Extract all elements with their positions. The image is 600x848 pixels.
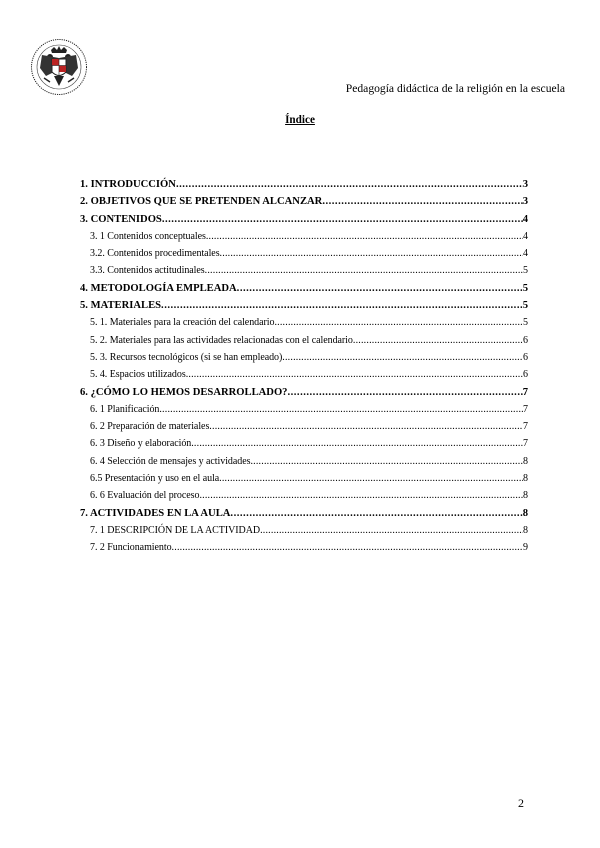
toc-entry[interactable]	[80, 214, 528, 231]
toc-entry-title: 3. 1 Contenidos conceptuales	[90, 230, 206, 242]
toc-dot-leader	[250, 456, 523, 467]
toc-entry-page: 6	[523, 369, 528, 381]
toc-title: Índice	[285, 114, 315, 126]
toc-entry-title: 6.5 Presentación y uso en el aula	[90, 473, 220, 485]
toc-entry-page: 5	[522, 282, 528, 294]
toc-entry-title: 7. 2 Funcionamiento	[90, 542, 172, 554]
toc-dot-leader	[209, 421, 523, 432]
toc-entry-title: 6. 2 Preparación de materiales	[90, 421, 210, 433]
toc-entry-page: 6	[523, 351, 528, 363]
toc-dot-leader	[274, 317, 523, 328]
toc-entry-title: 6. 1 Planificación	[90, 403, 160, 415]
toc-dot-leader	[287, 387, 522, 398]
toc-entry-title: 5. MATERIALES	[80, 300, 162, 312]
toc-entry-title: 5. 4. Espacios utilizados	[90, 369, 186, 381]
toc-entry-page: 3	[522, 196, 528, 208]
toc-entry[interactable]	[80, 369, 528, 386]
toc-entry-title: 6. ¿CÓMO LO HEMOS DESARROLLADO?	[80, 386, 288, 398]
toc-dot-leader	[176, 179, 523, 190]
table-of-contents	[80, 179, 528, 560]
toc-entry-page: 8	[523, 473, 528, 485]
toc-entry-page: 5	[523, 317, 528, 329]
toc-entry[interactable]	[80, 352, 528, 369]
university-crest-icon	[30, 38, 88, 96]
toc-entry-page: 5	[523, 265, 528, 277]
toc-entry-title: 5. 2. Materiales para las actividades relacionadas con el calendario	[90, 334, 353, 346]
toc-entry-page: 8	[523, 490, 528, 502]
toc-dot-leader	[205, 265, 523, 276]
toc-dot-leader	[282, 352, 523, 363]
toc-entry[interactable]	[80, 283, 528, 300]
toc-entry-title: 3.2. Contenidos procedimentales	[90, 248, 220, 260]
toc-entry[interactable]	[80, 508, 528, 525]
toc-entry-page: 7	[523, 421, 528, 433]
toc-entry-title: 5. 3. Recursos tecnológicos (si se han empleado)	[90, 351, 283, 363]
toc-entry[interactable]	[80, 265, 528, 282]
toc-dot-leader	[186, 369, 523, 380]
toc-entry-title: 3.3. Contenidos actitudinales	[90, 265, 205, 277]
toc-entry[interactable]	[80, 300, 528, 317]
toc-entry-page: 7	[523, 438, 528, 450]
toc-entry-page: 9	[523, 542, 528, 554]
toc-dot-leader	[199, 490, 523, 501]
toc-entry-title: 7. 1 DESCRIPCIÓN DE LA ACTIVIDAD	[90, 524, 261, 536]
toc-entry[interactable]	[80, 438, 528, 455]
toc-entry[interactable]	[80, 248, 528, 265]
toc-entry[interactable]	[80, 456, 528, 473]
toc-dot-leader	[161, 300, 523, 311]
toc-entry-page: 5	[522, 300, 528, 312]
toc-entry[interactable]	[80, 335, 528, 352]
toc-entry-page: 4	[522, 213, 528, 225]
toc-entry-page: 8	[523, 524, 528, 536]
toc-dot-leader	[162, 214, 523, 225]
toc-dot-leader	[322, 196, 522, 207]
toc-entry-title: 4. METODOLOGÍA EMPLEADA	[80, 282, 237, 294]
toc-dot-leader	[219, 473, 523, 484]
toc-entry-page: 8	[522, 507, 528, 519]
toc-entry-title: 6. 3 Diseño y elaboración	[90, 438, 192, 450]
toc-dot-leader	[353, 335, 523, 346]
toc-dot-leader	[260, 525, 523, 536]
toc-dot-leader	[206, 231, 523, 242]
toc-entry-title: 6. 4 Selección de mensajes y actividades	[90, 455, 251, 467]
toc-entry[interactable]	[80, 317, 528, 334]
toc-entry-title: 1. INTRODUCCIÓN	[80, 179, 176, 190]
toc-entry[interactable]	[80, 387, 528, 404]
toc-entry-page: 7	[523, 403, 528, 415]
toc-entry[interactable]	[80, 490, 528, 507]
toc-dot-leader	[172, 542, 524, 553]
toc-dot-leader	[220, 248, 524, 259]
toc-entry[interactable]	[80, 421, 528, 438]
toc-entry-page: 7	[522, 386, 528, 398]
toc-entry[interactable]	[80, 473, 528, 490]
toc-entry-title: 2. OBJETIVOS QUE SE PRETENDEN ALCANZAR	[80, 196, 323, 208]
toc-entry[interactable]	[80, 196, 528, 213]
toc-entry[interactable]	[80, 231, 528, 248]
toc-dot-leader	[191, 438, 523, 449]
toc-entry-title: 5. 1. Materiales para la creación del calendario	[90, 317, 275, 329]
toc-dot-leader	[159, 404, 523, 415]
page-number: 2	[518, 796, 524, 810]
toc-entry-title: 3. CONTENIDOS	[80, 213, 162, 225]
toc-entry-page: 6	[523, 334, 528, 346]
toc-entry[interactable]	[80, 179, 528, 196]
header-title: Pedagogía didáctica de la religión en la escuela	[345, 82, 565, 95]
toc-entry[interactable]	[80, 404, 528, 421]
toc-entry-page: 8	[523, 455, 528, 467]
toc-entry-title: 6. 6 Evaluación del proceso	[90, 490, 200, 502]
toc-entry-page: 4	[523, 248, 528, 260]
toc-entry-page: 3	[522, 179, 528, 190]
toc-dot-leader	[230, 508, 522, 519]
toc-entry-title: 7. ACTIVIDADES EN LA AULA	[80, 507, 231, 519]
toc-entry[interactable]	[80, 525, 528, 542]
toc-entry-page: 4	[523, 230, 528, 242]
toc-dot-leader	[237, 283, 523, 294]
toc-entry[interactable]	[80, 542, 528, 559]
